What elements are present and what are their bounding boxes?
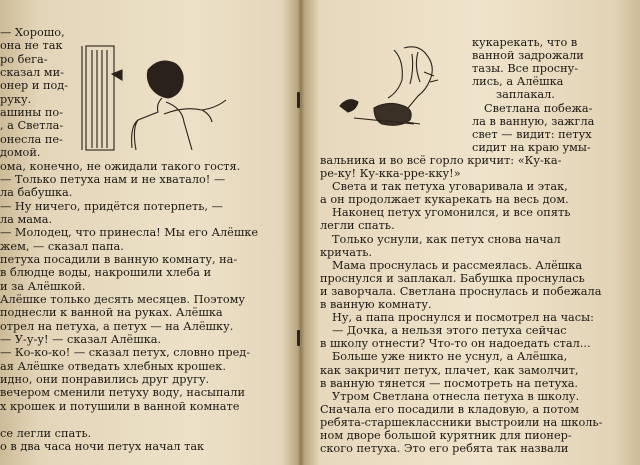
text-line: Сначала его посадили в кладовую, а потом	[320, 402, 579, 416]
text-line: о в два часа ночи петух начал так	[0, 439, 205, 453]
text-line: кричать.	[320, 245, 373, 259]
text-line: вечером сменили петуху воду, насыпали	[0, 386, 245, 400]
text-line: петуха посадили в ванную комнату, на-	[0, 252, 238, 266]
text-line: тазы. Все просну-	[472, 62, 579, 76]
text-line: и заворчала. Светлана проснулась и побежала	[320, 284, 602, 298]
text-line: как закричит петух, плачет, как замолчит,	[320, 363, 579, 377]
text-line: ая Алёшке отведать хлебных крошек.	[0, 359, 226, 373]
staple-bottom	[297, 330, 300, 346]
text-line: — Ко-ко-ко! — сказал петух, словно пред-	[0, 346, 251, 360]
text-line: Ну, а папа проснулся и посмотрел на часы:	[332, 311, 594, 325]
text-line: ребята-старшеклассники выстроили на школь-	[320, 415, 603, 429]
text-line: — Ну ничего, придётся потерпеть, —	[0, 199, 223, 213]
staple-top	[297, 92, 300, 108]
text-line: отрел на петуха, а петух — на Алёшку.	[0, 319, 234, 333]
text-line: в блюдце воды, накрошили хлеба и	[0, 266, 212, 280]
text-line: руку.	[0, 92, 32, 106]
text-line: вальника и во всё горло кричит: «Ку-ка-	[320, 153, 562, 167]
text-line: се легли спать.	[0, 426, 92, 440]
text-line: жем, — сказал папа.	[0, 239, 124, 253]
text-line: в ванную тянется — посмотреть на петуха.	[320, 376, 579, 390]
text-line: сказал ми-	[0, 66, 64, 80]
text-line: ла в ванную, зажгла	[472, 114, 595, 128]
text-line: проснулся и заплакал. Бабушка проснулась	[320, 271, 585, 285]
text-line: ашины по-	[0, 106, 64, 120]
text-line: ном дворе большой курятник для пионер-	[320, 429, 572, 442]
text-line: Утром Светлана отнесла петуха в школу.	[332, 389, 580, 403]
text-line: кукарекать, что в	[472, 36, 578, 49]
text-line: поднесли к ванной на руках. Алёшка	[0, 306, 223, 320]
girl-at-door-illustration	[68, 44, 246, 152]
left-page	[0, 0, 296, 465]
text-line: ла мама.	[0, 212, 53, 226]
text-line: лись, а Алёшка	[472, 75, 564, 89]
text-line: ского петуха. Это его ребята так назвали	[320, 442, 569, 456]
text-line: в школу отнести? Что-то он надоедать стал...	[320, 337, 591, 351]
text-line: домой.	[0, 146, 41, 160]
text-line: легли спать.	[320, 219, 395, 233]
rooster-illustration	[334, 42, 464, 132]
text-line: Мама проснулась и рассмеялась. Алёшка	[332, 258, 583, 272]
text-line: , а Светла-	[0, 119, 64, 133]
text-line: Алёшке только десять месяцев. Поэтому	[0, 293, 246, 306]
text-line: заплакал.	[496, 88, 555, 102]
text-line: — Только петуха нам и не хватало! —	[0, 172, 226, 186]
text-line: Светлана побежа-	[484, 101, 593, 115]
text-line: ома, конечно, не ожидали такого гостя.	[0, 159, 241, 173]
text-line: онер и под-	[0, 79, 69, 93]
text-line: ре-ку! Ку-кка-рре-кку!»	[320, 167, 461, 180]
text-line: а он продолжает кукарекать на весь дом.	[320, 193, 569, 207]
text-line: ла бабушка.	[0, 186, 73, 200]
book-spine	[293, 0, 311, 465]
text-line: свет — видит: петух	[472, 127, 592, 141]
text-line: Света и так петуха уговаривала и этак,	[332, 180, 568, 194]
text-line: — У-у-у! — сказал Алёшка.	[0, 333, 162, 347]
text-line: Наконец петух угомонился, и все опять	[332, 206, 571, 220]
text-line: Больше уже никто не уснул, а Алёшка,	[332, 350, 568, 364]
text-line: — Молодец, что принесла! Мы его Алёшке	[0, 226, 259, 240]
text-line: ванной задрожали	[472, 49, 584, 63]
text-line: ро бега-	[0, 52, 48, 66]
right-page	[304, 0, 640, 465]
text-line: онесла пе-	[0, 132, 63, 146]
text-line: и за Алёшкой.	[0, 279, 86, 293]
text-line: Только уснули, как петух снова начал	[332, 232, 561, 246]
text-line: в ванную комнату.	[320, 298, 432, 311]
text-line: она не так	[0, 39, 63, 53]
text-line: идно, они понравились друг другу.	[0, 373, 210, 387]
text-line: — Дочка, а нельзя этого петуха сейчас	[332, 324, 567, 338]
text-line: х крошек и потушили в ванной комнате	[0, 399, 240, 413]
text-line: — Хорошо,	[0, 26, 65, 39]
text-line: сидит на краю умы-	[472, 140, 591, 154]
